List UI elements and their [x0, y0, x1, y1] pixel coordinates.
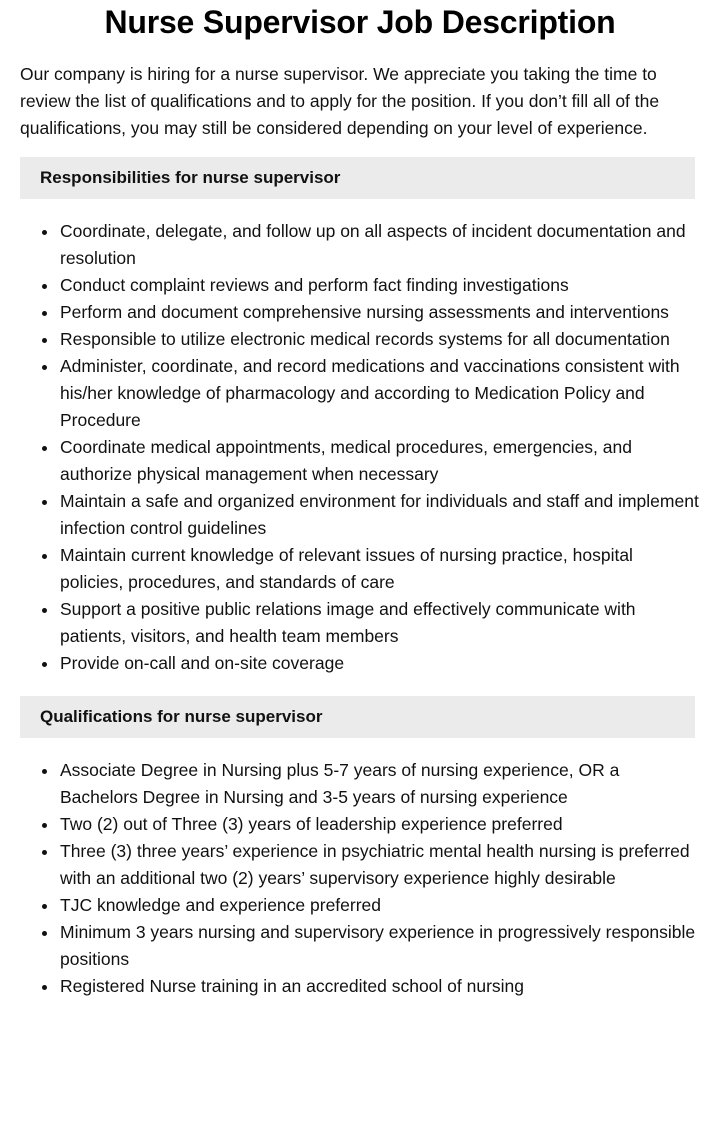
page-title: Nurse Supervisor Job Description	[104, 4, 616, 40]
list-item-text: Perform and document comprehensive nursing assessments and interventions	[60, 302, 669, 322]
list-item	[60, 811, 700, 838]
list-item	[60, 326, 700, 353]
list-item-text: Administer, coordinate, and record medications and vaccinations consistent with his/her knowledge of pharmacology and according to Medication Policy and Procedure	[60, 356, 680, 430]
bullet-icon	[42, 850, 47, 855]
intro-paragraph: Our company is hiring for a nurse supervisor. We appreciate you taking the time to review the list of qualifications and to apply for the position. If you don’t fill all of the qualifications, you may still be considered depending on your level of experience.	[20, 64, 660, 138]
bullet-icon	[42, 284, 47, 289]
bullet-icon	[42, 985, 47, 990]
list-item-text: Maintain a safe and organized environment for individuals and staff and implement infection control guidelines	[60, 491, 699, 538]
responsibilities-heading: Responsibilities for nurse supervisor	[20, 157, 695, 199]
list-item	[60, 596, 700, 650]
list-item-text: Coordinate, delegate, and follow up on all aspects of incident documentation and resolution	[60, 221, 686, 268]
qualifications-list	[20, 757, 700, 1000]
list-item-text: Responsible to utilize electronic medical records systems for all documentation	[60, 329, 670, 349]
list-item-text: Associate Degree in Nursing plus 5-7 years of nursing experience, OR a Bachelors Degree in Nursing and 3-5 years of nursing experience	[60, 760, 620, 807]
bullet-icon	[42, 500, 47, 505]
list-item	[60, 892, 700, 919]
bullet-icon	[42, 662, 47, 667]
list-item	[60, 973, 700, 1000]
bullet-icon	[42, 554, 47, 559]
bullet-icon	[42, 608, 47, 613]
bullet-icon	[42, 230, 47, 235]
list-item-text: Two (2) out of Three (3) years of leadership experience preferred	[60, 814, 563, 834]
list-item-text: Conduct complaint reviews and perform fact finding investigations	[60, 275, 569, 295]
list-item	[60, 757, 700, 811]
list-item	[60, 218, 700, 272]
list-item	[60, 353, 700, 434]
qualifications-heading: Qualifications for nurse supervisor	[20, 696, 695, 738]
list-item	[60, 919, 700, 973]
list-item	[60, 434, 700, 488]
list-item-text: Registered Nurse training in an accredited school of nursing	[60, 976, 525, 996]
list-item	[60, 488, 700, 542]
bullet-icon	[42, 904, 47, 909]
bullet-icon	[42, 365, 47, 370]
list-item	[60, 650, 700, 677]
list-item-text: Support a positive public relations image and effectively communicate with patients, visitors, and health team members	[60, 599, 636, 646]
bullet-icon	[42, 311, 47, 316]
list-item	[60, 272, 700, 299]
list-item	[60, 299, 700, 326]
bullet-icon	[42, 446, 47, 451]
list-item-text: TJC knowledge and experience preferred	[60, 895, 382, 915]
list-item	[60, 542, 700, 596]
list-item-text: Provide on-call and on-site coverage	[60, 653, 345, 673]
bullet-icon	[42, 769, 47, 774]
list-item-text: Maintain current knowledge of relevant issues of nursing practice, hospital policies, procedures, and standards of care	[60, 545, 633, 592]
list-item-text: Coordinate medical appointments, medical procedures, emergencies, and authorize physical management when necessary	[60, 437, 632, 484]
bullet-icon	[42, 823, 47, 828]
list-item-text: Three (3) three years’ experience in psychiatric mental health nursing is preferred with an additional two (2) years’ supervisory experience highly desirable	[60, 841, 690, 888]
responsibilities-list	[20, 218, 700, 677]
list-item	[60, 838, 700, 892]
bullet-icon	[42, 338, 47, 343]
bullet-icon	[42, 931, 47, 936]
list-item-text: Minimum 3 years nursing and supervisory experience in progressively responsible positions	[60, 922, 696, 969]
